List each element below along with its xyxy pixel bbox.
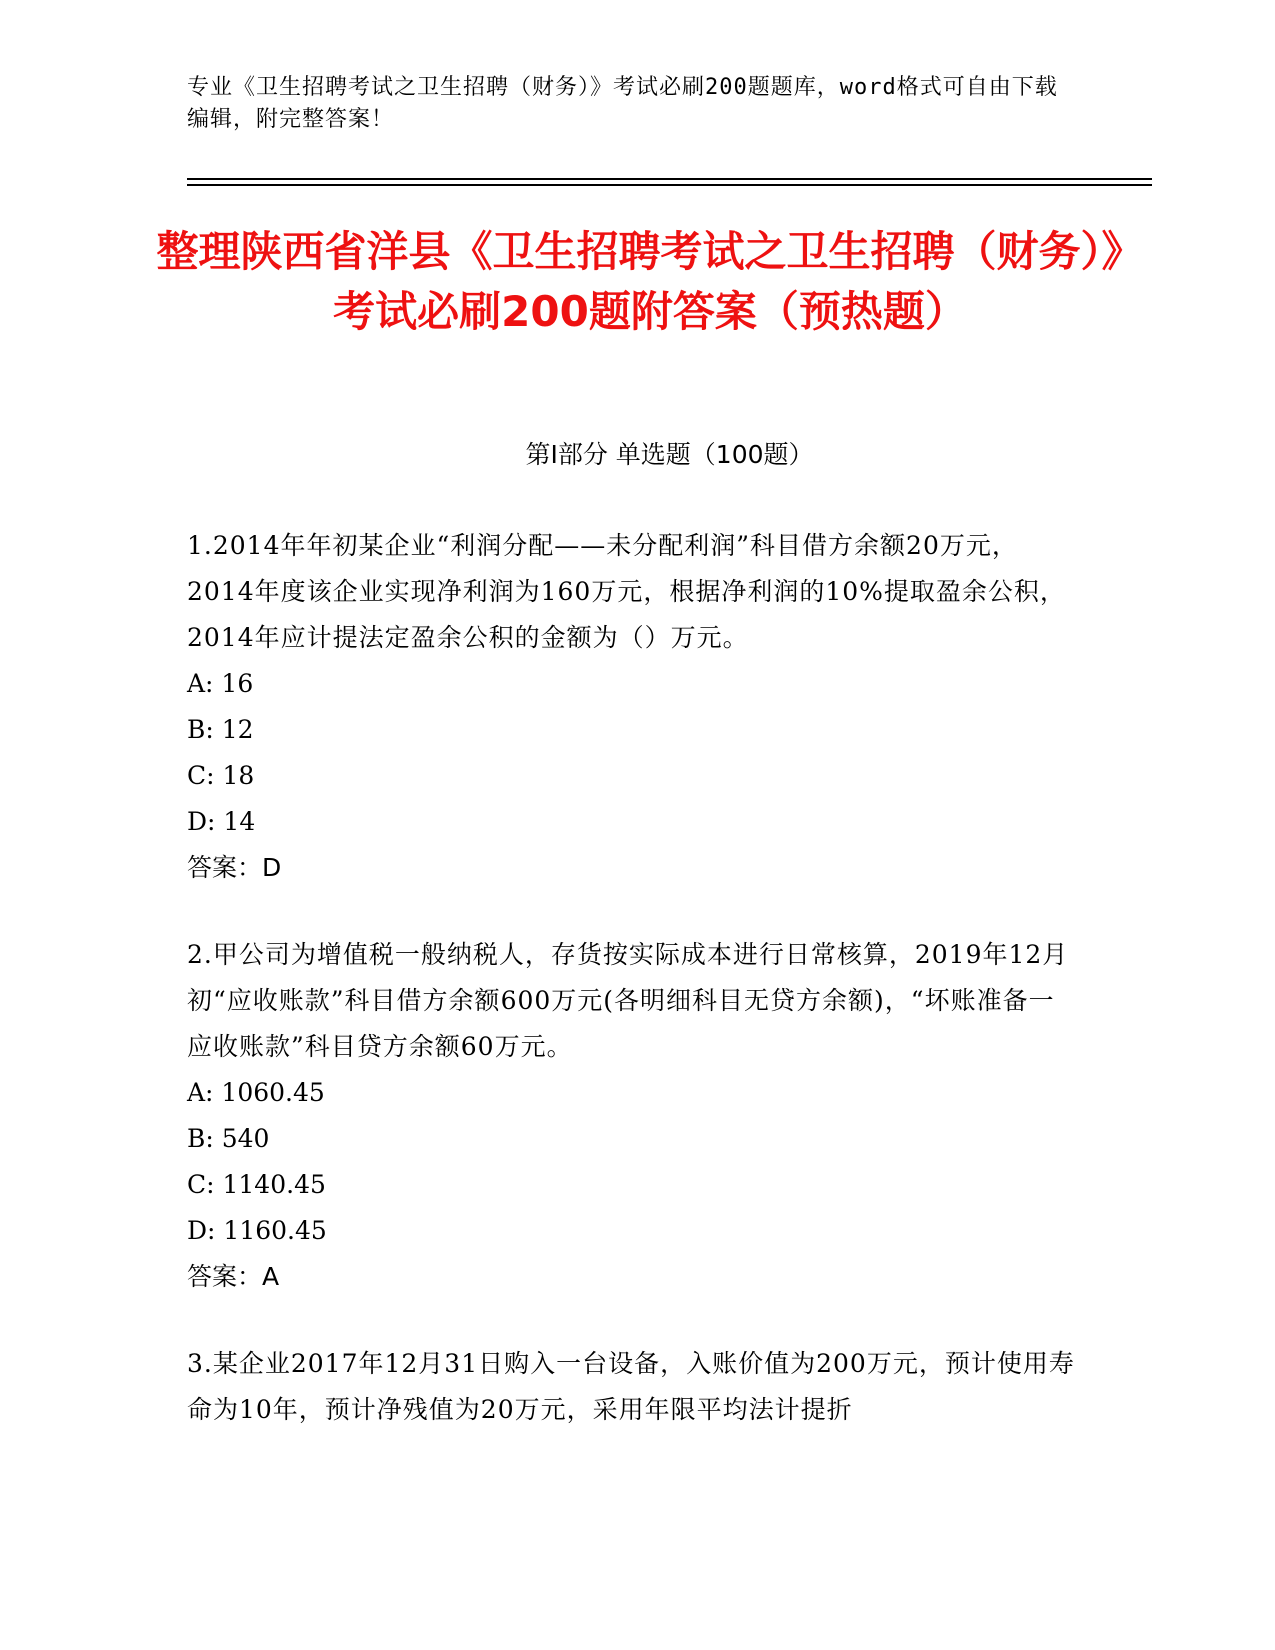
question-stem: 3.某企业2017年12月31日购入一台设备，入账价值为200万元，预计使用寿命为10年，预计净残值为20万元，采用年限平均法计提折 <box>187 1349 1075 1424</box>
option-c: C: 18 <box>187 761 255 790</box>
option-a: A: 1060.45 <box>187 1078 325 1107</box>
question-stem: 1.2014年年初某企业“利润分配——未分配利润”科目借方余额20万元，2014年度该企业实现净利润为160万元，根据净利润的10%提取盈余公积，2014年应计提法定盈余公积的金额为（）万元。 <box>187 531 1066 652</box>
question-block <box>187 932 1077 1300</box>
answer-line: 答案：D <box>187 853 282 882</box>
question-stem: 2.甲公司为增值税一般纳税人，存货按实际成本进行日常核算，2019年12月初“应收账款”科目借方余额600万元(各明细科目无贷方余额)，“坏账准备一应收账款”科目贷方余额60万元。 <box>187 940 1069 1061</box>
section-title: 第Ⅰ部分 单选题（100题） <box>525 440 814 469</box>
option-b: B: 12 <box>187 715 254 744</box>
header-divider <box>187 178 1152 180</box>
option-b: B: 540 <box>187 1124 270 1153</box>
option-d: D: 14 <box>187 807 256 836</box>
header-divider-second <box>187 184 1152 186</box>
option-c: C: 1140.45 <box>187 1170 326 1199</box>
answer-line: 答案：A <box>187 1262 280 1291</box>
header-note: 专业《卫生招聘考试之卫生招聘（财务）》考试必刷200题题库，word格式可自由下载编辑，附完整答案！ <box>187 75 1058 132</box>
document-title: 整理陕西省洋县《卫生招聘考试之卫生招聘（财务）》考试必刷200题附答案（预热题） <box>156 227 1144 336</box>
question-block <box>187 523 1077 891</box>
option-a: A: 16 <box>187 669 254 698</box>
option-d: D: 1160.45 <box>187 1216 327 1245</box>
question-block <box>187 1341 1077 1433</box>
